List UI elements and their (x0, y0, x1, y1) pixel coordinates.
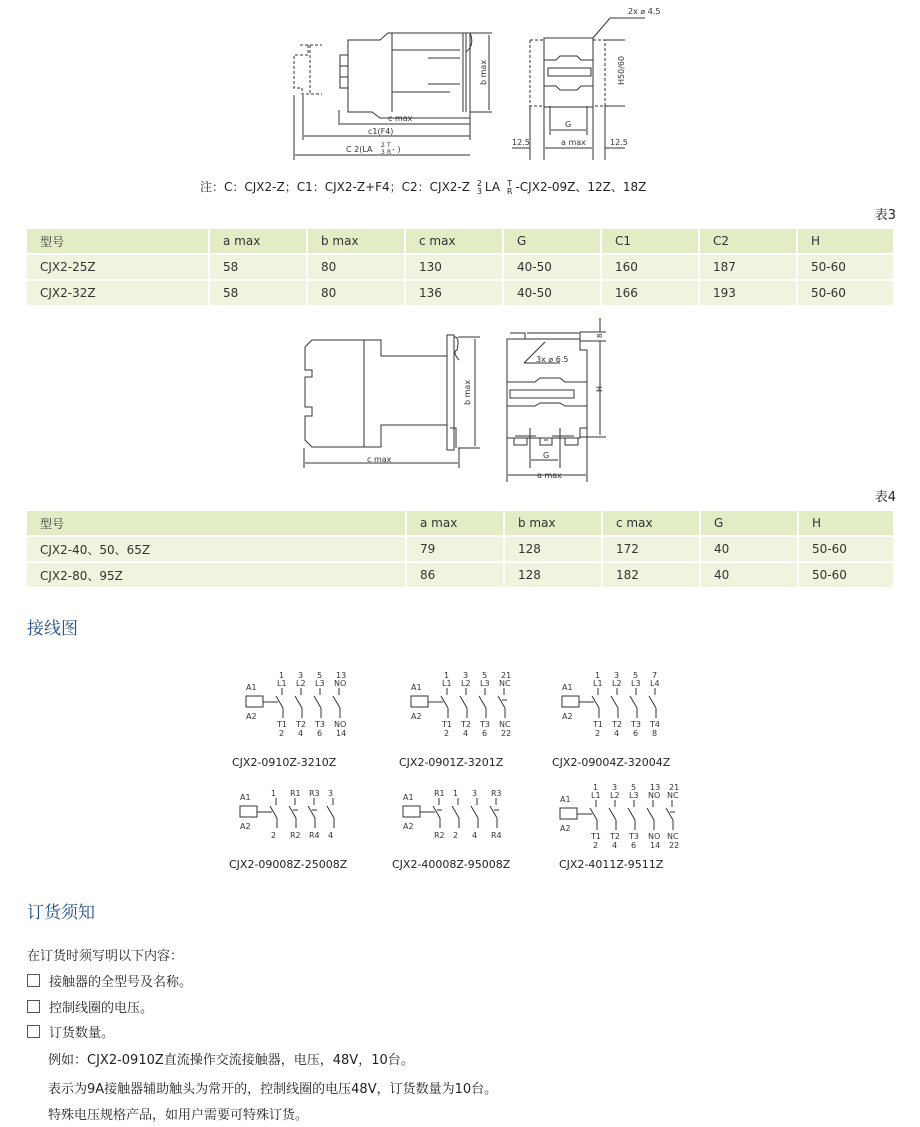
c2-frac-bottom: 3 (381, 149, 385, 156)
table-cell: 182 (603, 563, 701, 589)
terminal-number: 4 (298, 729, 304, 738)
nc-contact-icon (289, 806, 296, 818)
terminal-number: 3 (612, 783, 618, 792)
no-contact-icon (314, 696, 321, 708)
note-frac-top: 2 (476, 178, 482, 188)
ordering-item-text: 控制线圈的电压。 (49, 1001, 154, 1016)
terminal-label: L2 (610, 791, 620, 800)
c2-tr-bottom: R (387, 149, 392, 156)
dimension-drawing-2 (290, 310, 630, 485)
terminal-label: 3 (472, 789, 478, 798)
table3-header-cell: b max (308, 229, 406, 255)
terminal-label: T1 (591, 832, 601, 841)
note-tr-bottom: R (506, 186, 513, 196)
ordering-item-text: 接触器的全型号及名称。 (49, 975, 193, 990)
terminal-label: NO (334, 679, 347, 688)
coil-terminal-label: A2 (562, 712, 573, 721)
terminal-label: 4 (328, 831, 334, 840)
terminal-label: L3 (631, 679, 641, 688)
terminal-label: NC (499, 720, 511, 729)
wiring-diagram (548, 668, 698, 748)
terminal-label: T3 (480, 720, 490, 729)
terminal-number: 21 (669, 783, 680, 792)
terminal-label: L3 (629, 791, 639, 800)
table-cell: CJX2-25Z (27, 255, 210, 281)
terminal-label: R3 (309, 789, 320, 798)
wiring-diagram (226, 788, 376, 868)
table-cell: 40-50 (504, 255, 602, 281)
note-tr (507, 180, 513, 196)
terminal-label: 1 (271, 789, 277, 798)
coil-terminal-label: A1 (562, 683, 573, 692)
c2-frac-top: 2 (381, 142, 385, 149)
terminal-label: NC (667, 791, 679, 800)
terminal-label: NO (334, 720, 347, 729)
terminal-number: 3 (298, 671, 304, 680)
terminal-number: 6 (631, 841, 637, 850)
table3-header-cell: G (504, 229, 602, 255)
terminal-number: 13 (336, 671, 347, 680)
terminal-label: 3 (328, 789, 334, 798)
terminal-label: 4 (472, 831, 478, 840)
ordering-item (27, 997, 153, 1016)
table-cell: CJX2-32Z (27, 281, 210, 307)
no-contact-icon (333, 696, 340, 708)
ordering-item (27, 971, 192, 990)
terminal-label: T3 (629, 832, 639, 841)
no-contact-icon (647, 808, 654, 820)
terminal-label: T2 (612, 720, 622, 729)
c2-label-prefix: C 2(LA (346, 145, 373, 154)
table-row (27, 563, 895, 589)
dim-8-label: 8 (596, 333, 604, 338)
table3-header-cell: c max (406, 229, 504, 255)
note-tr-top: T (507, 178, 513, 188)
coil-terminal-label: A2 (240, 822, 251, 831)
terminal-number: 3 (614, 671, 620, 680)
terminal-number: 14 (336, 729, 347, 738)
coil-terminal-label: A1 (246, 683, 257, 692)
terminal-label: NC (667, 832, 679, 841)
coil-icon (403, 806, 420, 817)
table-cell: 58 (210, 255, 308, 281)
table-row (27, 255, 895, 281)
note-frac-bottom: 3 (476, 186, 482, 196)
terminal-number: 5 (633, 671, 639, 680)
table-cell: CJX2-80、95Z (27, 563, 407, 589)
margin-right-label: 12.5 (610, 138, 628, 147)
terminal-number: 6 (633, 729, 639, 738)
terminal-label: 1 (453, 789, 459, 798)
terminal-label: NO (648, 791, 661, 800)
wiring-diagram (232, 668, 382, 748)
no-contact-icon (452, 806, 459, 818)
coil-icon (560, 808, 577, 819)
ordering-special: 特殊电压规格产品，如用户需要可特殊订货。 (48, 1108, 309, 1123)
g-label: G (565, 120, 572, 129)
terminal-number: 22 (669, 841, 680, 850)
terminal-number: 1 (444, 671, 450, 680)
wiring-diagram-caption: CJX2-0901Z-3201Z (399, 756, 504, 769)
terminal-label: T1 (593, 720, 603, 729)
coil-icon (246, 696, 263, 707)
wiring-diagram (546, 780, 696, 860)
coil-icon (562, 696, 579, 707)
terminal-label: L2 (461, 679, 471, 688)
terminal-number: 4 (612, 841, 618, 850)
terminal-number: 5 (482, 671, 488, 680)
ordering-section-title: 订货须知 (27, 903, 95, 923)
table-cell: 80 (308, 255, 406, 281)
no-contact-icon (628, 808, 635, 820)
checkbox-icon (27, 1000, 40, 1013)
table4-header-cell: c max (603, 511, 701, 537)
table-cell: 136 (406, 281, 504, 307)
terminal-label: L2 (296, 679, 306, 688)
table-cell: 193 (700, 281, 798, 307)
wiring-diagram-caption: CJX2-09008Z-25008Z (229, 858, 348, 871)
terminal-label: 2 (453, 831, 459, 840)
height-label: H50/60 (617, 55, 626, 85)
terminal-label: T4 (650, 720, 660, 729)
ordering-explanation: 表示为9A接触器辅助触头为常开的，控制线圈的电压48V，订货数量为10台。 (48, 1082, 498, 1097)
terminal-label: L3 (480, 679, 490, 688)
table-cell: 128 (505, 537, 603, 563)
no-contact-icon (460, 696, 467, 708)
terminal-number: 4 (463, 729, 469, 738)
no-contact-icon (630, 696, 637, 708)
table-cell: 187 (700, 255, 798, 281)
terminal-label: L1 (593, 679, 603, 688)
terminal-label: L2 (612, 679, 622, 688)
terminal-number: 5 (631, 783, 637, 792)
terminal-label: NO (648, 832, 661, 841)
h-label: H (595, 385, 604, 392)
table3-header-cell: a max (210, 229, 308, 255)
checkbox-icon (27, 1025, 40, 1038)
coil-terminal-label: A2 (411, 712, 422, 721)
table-cell: 50-60 (798, 281, 895, 307)
c2-label-suffix: - ) (392, 145, 401, 154)
table4-header-cell: G (701, 511, 799, 537)
terminal-label: NC (499, 679, 511, 688)
coil-terminal-label: A2 (246, 712, 257, 721)
terminal-number: 2 (593, 841, 599, 850)
terminal-number: 6 (482, 729, 488, 738)
table-cell: 50-60 (799, 563, 895, 589)
nc-contact-icon (308, 806, 315, 818)
a-max-label: a max (561, 138, 586, 147)
table-cell: 40-50 (504, 281, 602, 307)
terminal-label: R4 (491, 831, 502, 840)
terminal-label: L1 (591, 791, 601, 800)
nc-contact-icon (666, 808, 673, 820)
terminal-label: T2 (296, 720, 306, 729)
wiring-diagram (397, 668, 547, 748)
note-fraction (477, 180, 482, 196)
terminal-label: R2 (434, 831, 445, 840)
terminal-label: T1 (277, 720, 287, 729)
terminal-number: 8 (652, 729, 658, 738)
table3-header-row (27, 229, 895, 255)
note-la: LA (484, 180, 501, 194)
terminal-number: 14 (650, 841, 661, 850)
table-cell: 86 (407, 563, 505, 589)
wiring-diagram-caption: CJX2-09004Z-32004Z (552, 756, 671, 769)
ordering-intro: 在订货时须写明以下内容： (27, 949, 184, 964)
table3 (27, 229, 895, 307)
terminal-number: 2 (279, 729, 285, 738)
ordering-item-text: 订货数量。 (49, 1026, 115, 1041)
terminal-number: 6 (317, 729, 323, 738)
terminal-label: T3 (315, 720, 325, 729)
note-prefix: 注：C：CJX2-Z；C1：CJX2-Z+F4；C2：CJX2-Z (200, 180, 470, 194)
dimension-drawing-1 (280, 0, 660, 170)
table-cell: 40 (701, 537, 799, 563)
coil-terminal-label: A2 (560, 824, 571, 833)
terminal-label: T2 (461, 720, 471, 729)
wiring-diagram-caption: CJX2-40008Z-95008Z (392, 858, 511, 871)
coil-terminal-label: A2 (403, 822, 414, 831)
table-row (27, 537, 895, 563)
terminal-label: L1 (277, 679, 287, 688)
b-max-label: b max (479, 59, 488, 85)
terminal-label: T3 (631, 720, 641, 729)
note-suffix: -CJX2-09Z、12Z、18Z (515, 180, 647, 194)
table3-label: 表3 (874, 208, 896, 223)
no-contact-icon (327, 806, 334, 818)
table4 (27, 511, 895, 589)
terminal-label: T2 (610, 832, 620, 841)
wiring-section-title: 接线图 (27, 619, 78, 639)
no-contact-icon (611, 696, 618, 708)
coil-terminal-label: A1 (403, 793, 414, 802)
terminal-number: 2 (595, 729, 601, 738)
table-cell: 79 (407, 537, 505, 563)
no-contact-icon (649, 696, 656, 708)
terminal-label: 2 (271, 831, 277, 840)
table-cell: 172 (603, 537, 701, 563)
terminal-label: R4 (309, 831, 320, 840)
no-contact-icon (479, 696, 486, 708)
nc-contact-icon (490, 806, 497, 818)
table-cell: 130 (406, 255, 504, 281)
no-contact-icon (471, 806, 478, 818)
c1-label: c1(F4) (368, 127, 394, 136)
table4-header-cell: 型号 (27, 511, 407, 537)
margin-left-label: 12.5 (512, 138, 530, 147)
terminal-number: 1 (595, 671, 601, 680)
terminal-label: L4 (650, 679, 660, 688)
terminal-number: 4 (614, 729, 620, 738)
terminal-number: 13 (650, 783, 661, 792)
hole-label: 3x ⌀ 6.5 (536, 355, 569, 364)
terminal-label: R2 (290, 831, 301, 840)
b-max-label: b max (463, 379, 472, 405)
table4-header-cell: H (799, 511, 895, 537)
table3-header-cell: C2 (700, 229, 798, 255)
table-cell: 58 (210, 281, 308, 307)
coil-terminal-label: A1 (411, 683, 422, 692)
no-contact-icon (609, 808, 616, 820)
coil-terminal-label: A1 (240, 793, 251, 802)
table3-header-cell: 型号 (27, 229, 210, 255)
c2-tr-top: T (387, 142, 391, 149)
terminal-label: R1 (434, 789, 445, 798)
terminal-label: L3 (315, 679, 325, 688)
table-cell: 40 (701, 563, 799, 589)
terminal-label: R1 (290, 789, 301, 798)
table-cell: 50-60 (799, 537, 895, 563)
c-max-label: c max (367, 455, 392, 464)
nc-contact-icon (498, 696, 505, 708)
coil-terminal-label: A1 (560, 795, 571, 804)
terminal-label: L1 (442, 679, 452, 688)
ordering-example: 例如：CJX2-0910Z直流操作交流接触器，电压，48V，10台。 (48, 1053, 414, 1068)
wiring-diagram-caption: CJX2-4011Z-9511Z (559, 858, 664, 871)
table-cell: 166 (602, 281, 700, 307)
table4-header-row (27, 511, 895, 537)
c-max-label: c max (388, 114, 413, 123)
terminal-number: 21 (501, 671, 512, 680)
table-cell: 160 (602, 255, 700, 281)
table4-header-cell: b max (505, 511, 603, 537)
wiring-diagram-caption: CJX2-0910Z-3210Z (232, 756, 337, 769)
g-label: G (543, 451, 550, 460)
table4-label: 表4 (874, 490, 896, 505)
terminal-label: R3 (491, 789, 502, 798)
terminal-number: 3 (463, 671, 469, 680)
terminal-number: 5 (317, 671, 323, 680)
ordering-item (27, 1022, 114, 1041)
terminal-number: 1 (593, 783, 599, 792)
terminal-number: 2 (444, 729, 450, 738)
wiring-diagram (389, 788, 539, 868)
terminal-label: T1 (442, 720, 452, 729)
hole-label: 2x ⌀ 4.5 (628, 7, 660, 16)
table-cell: 128 (505, 563, 603, 589)
terminal-number: 1 (279, 671, 285, 680)
checkbox-icon (27, 974, 40, 987)
terminal-number: 22 (501, 729, 512, 738)
table-cell: 80 (308, 281, 406, 307)
table-row (27, 281, 895, 307)
terminal-number: 7 (652, 671, 658, 680)
no-contact-icon (295, 696, 302, 708)
table-cell: CJX2-40、50、65Z (27, 537, 407, 563)
table4-header-cell: a max (407, 511, 505, 537)
table3-header-cell: C1 (602, 229, 700, 255)
coil-icon (411, 696, 428, 707)
dimension-note (200, 178, 646, 196)
coil-icon (240, 806, 257, 817)
a-max-label: a max (537, 471, 562, 480)
table3-header-cell: H (798, 229, 895, 255)
table-cell: 50-60 (798, 255, 895, 281)
